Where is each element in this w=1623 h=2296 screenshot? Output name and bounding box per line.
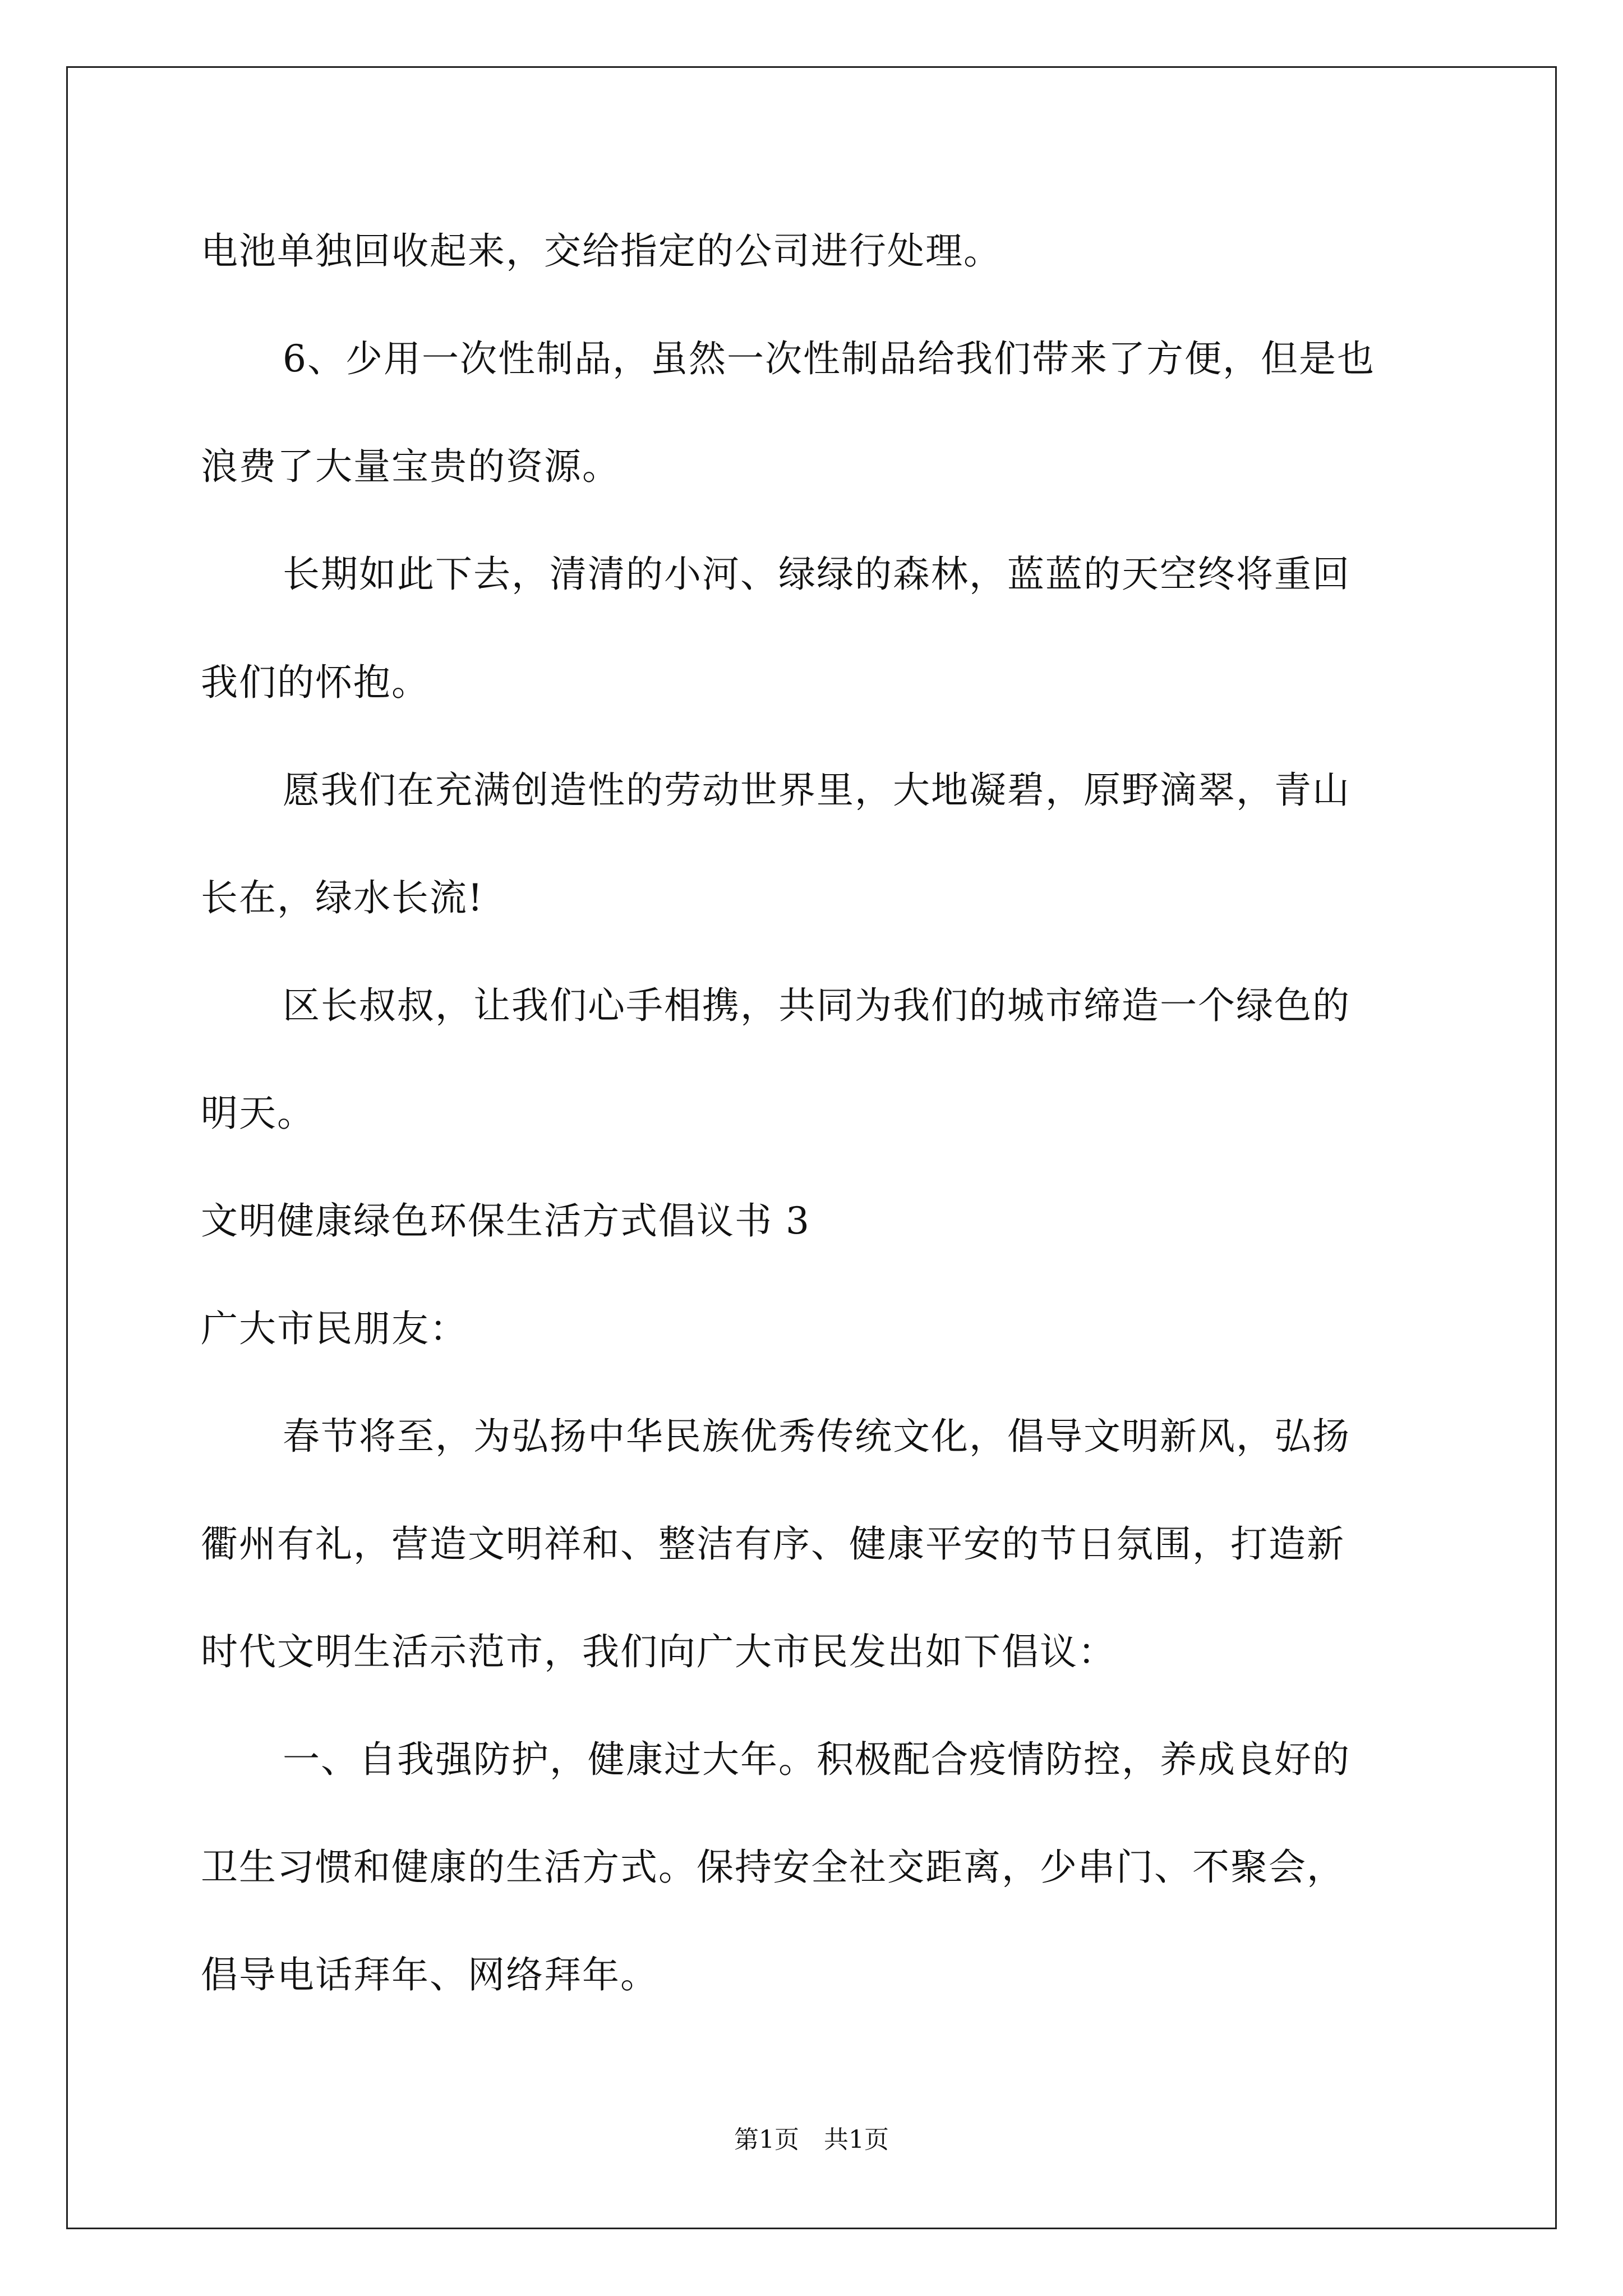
text-line: 一、自我强防护，健康过大年。积极配合疫情防控，养成良好的 [283, 1738, 1350, 1781]
section-heading: 文明健康绿色环保生活方式倡议书 3 [201, 1199, 810, 1243]
text-line: 倡导电话拜年、网络拜年。 [201, 1953, 658, 1996]
text-line: 愿我们在充满创造性的劳动世界里，大地凝碧，原野滴翠，青山 [283, 769, 1350, 812]
page-border [66, 66, 1557, 2229]
text-line: 长在，绿水长流! [201, 876, 484, 919]
text-line: 时代文明生活示范市，我们向广大市民发出如下倡议： [201, 1630, 1116, 1673]
text-line: 电池单独回收起来，交给指定的公司进行处理。 [201, 229, 1002, 273]
text-line: 春节将至，为弘扬中华民族优秀传统文化，倡导文明新风，弘扬 [283, 1415, 1350, 1458]
text-line: 长期如此下去，清清的小河、绿绿的森林，蓝蓝的天空终将重回 [283, 553, 1350, 596]
text-line: 衢州有礼，营造文明祥和、整洁有序、健康平安的节日氛围，打造新 [201, 1522, 1345, 1566]
salutation: 广大市民朋友： [201, 1307, 468, 1350]
text-line: 我们的怀抱。 [201, 661, 430, 704]
text-line: 卫生习惯和健康的生活方式。保持安全社交距离，少串门、不聚会， [201, 1846, 1345, 1889]
text-line: 区长叔叔，让我们心手相携，共同为我们的城市缔造一个绿色的 [283, 984, 1350, 1027]
text-line: 6、少用一次性制品，虽然一次性制品给我们带来了方便，但是也 [283, 337, 1375, 380]
text-line: 明天。 [201, 1092, 315, 1135]
page-footer: 第1页 共1页 [734, 2125, 889, 2154]
text-line: 浪费了大量宝贵的资源。 [201, 445, 620, 488]
